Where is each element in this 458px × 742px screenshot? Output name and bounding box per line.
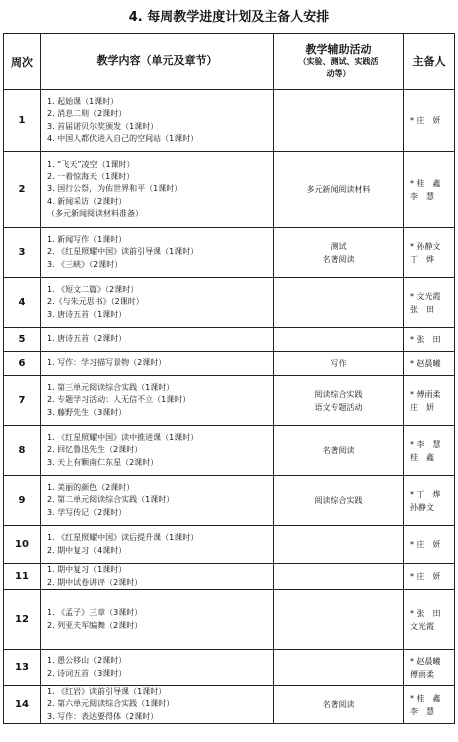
lead-teacher-line: * 张 田 bbox=[410, 335, 441, 344]
table-row bbox=[4, 89, 454, 151]
lead-teacher bbox=[404, 278, 454, 327]
lead-teacher bbox=[404, 228, 454, 277]
auxiliary-activity bbox=[274, 476, 404, 525]
table-row bbox=[4, 277, 454, 327]
table-row bbox=[4, 327, 454, 351]
teaching-content bbox=[41, 686, 274, 723]
teaching-content-line: 1. 美丽的颜色（2课时） bbox=[47, 483, 135, 493]
schedule-table bbox=[3, 33, 455, 724]
auxiliary-activity bbox=[274, 564, 404, 589]
lead-teacher-line: * 李 慧 bbox=[410, 439, 441, 449]
teaching-content-line: 1. 《红岩》读前引导课（1课时） bbox=[47, 687, 167, 697]
teaching-content-line: （多元新闻阅读材料准备） bbox=[47, 208, 143, 218]
auxiliary-activity bbox=[274, 328, 404, 351]
week-number: 4 bbox=[4, 278, 41, 327]
lead-teacher-line: * 傅雨柔 bbox=[410, 389, 441, 399]
auxiliary-activity-line: 名著阅读 bbox=[322, 700, 355, 709]
header-activity-sub2: 动等） bbox=[326, 69, 351, 78]
week-number: 8 bbox=[4, 426, 41, 475]
auxiliary-activity-line: 阅读综合实践 bbox=[314, 389, 363, 399]
table-row bbox=[4, 685, 454, 723]
week-number: 12 bbox=[4, 590, 41, 649]
lead-teacher-line: 桂 鑫 bbox=[410, 452, 434, 462]
auxiliary-activity bbox=[274, 152, 404, 227]
teaching-content-line: 4. 中国人都伏进入自己的空间站（1课时） bbox=[47, 133, 199, 143]
lead-teacher bbox=[404, 90, 454, 151]
teaching-content-line: 2. 第六单元阅读综合实践（1课时） bbox=[47, 699, 175, 709]
table-row bbox=[4, 351, 454, 375]
header-lead: 主备人 bbox=[412, 55, 446, 68]
lead-teacher-line: * 张 田 bbox=[410, 608, 441, 618]
lead-teacher bbox=[404, 686, 454, 723]
teaching-content-line: 3. 国行公祭，为佑世界和平（1课时） bbox=[47, 184, 183, 194]
teaching-content bbox=[41, 328, 274, 351]
table-row bbox=[4, 425, 454, 475]
week-number: 10 bbox=[4, 526, 41, 563]
lead-teacher bbox=[404, 526, 454, 563]
teaching-content-line: 3. 《三峡》（2课时） bbox=[47, 259, 123, 269]
teaching-content-line: 1. 《孟子》三章（3课时） bbox=[47, 608, 143, 618]
lead-teacher-line: * 庄 妍 bbox=[410, 116, 441, 125]
teaching-content-line: 2. 期中复习（4课时） bbox=[47, 545, 127, 555]
auxiliary-activity-line: 阅读综合实践 bbox=[314, 496, 363, 505]
teaching-content-line: 1. 期中复习（1课时） bbox=[47, 565, 127, 575]
lead-teacher bbox=[404, 328, 454, 351]
table-row bbox=[4, 375, 454, 425]
auxiliary-activity-line: 多元新闻阅读材料 bbox=[306, 185, 371, 194]
lead-teacher-line: * 赵晨曦 bbox=[410, 656, 441, 666]
teaching-content-line: 1. 《红星照耀中国》读中推进课（1课时） bbox=[47, 433, 199, 443]
teaching-content-line: 2. 列亚夫军编舞（2课时） bbox=[47, 620, 143, 630]
lead-teacher-line: * 丁 烨 bbox=[410, 489, 441, 499]
week-number: 1 bbox=[4, 90, 41, 151]
teaching-content bbox=[41, 278, 274, 327]
teaching-content-line: 2. 第二单元阅读综合实践（1课时） bbox=[47, 495, 175, 505]
auxiliary-activity-line: 语文专题活动 bbox=[314, 402, 363, 412]
teaching-content bbox=[41, 426, 274, 475]
teaching-content-line: 2. 回忆鲁迅先生（2课时） bbox=[47, 445, 143, 455]
teaching-content-line: 2. 诗词五首（3课时） bbox=[47, 668, 127, 678]
teaching-content-line: 1. “飞天”凌空（1课时） bbox=[47, 159, 135, 169]
table-row bbox=[4, 227, 454, 277]
table-row bbox=[4, 151, 454, 227]
teaching-content-line: 3. 写作：表达要得体（2课时） bbox=[47, 711, 159, 721]
teaching-content-line: 1. 唐诗五首（2课时） bbox=[47, 334, 127, 344]
lead-teacher-line: * 文光霞 bbox=[410, 291, 441, 301]
auxiliary-activity-line: 名著阅读 bbox=[322, 254, 355, 264]
teaching-content-line: 2. 期中试卷讲评（2课时） bbox=[47, 577, 143, 587]
teaching-content bbox=[41, 376, 274, 425]
teaching-content-line: 1. 《短文二篇》（2课时） bbox=[47, 285, 139, 295]
auxiliary-activity-line: 测试 bbox=[330, 241, 347, 251]
week-number: 9 bbox=[4, 476, 41, 525]
teaching-content-line: 3. 学写传记（2课时） bbox=[47, 507, 127, 517]
auxiliary-activity-line: 写作 bbox=[330, 359, 347, 368]
teaching-content bbox=[41, 526, 274, 563]
teaching-content-line: 3. 藤野先生（3课时） bbox=[47, 407, 127, 417]
lead-teacher-line: 李 慧 bbox=[410, 191, 434, 201]
teaching-content-line: 2.《与朱元思书》（2课时） bbox=[47, 297, 144, 307]
teaching-content-line: 1. 写作：学习描写景物（2课时） bbox=[47, 358, 167, 368]
week-number: 2 bbox=[4, 152, 41, 227]
teaching-content bbox=[41, 650, 274, 685]
teaching-content-line: 3. 天上有颗南仁东星（2课时） bbox=[47, 457, 159, 467]
week-number: 6 bbox=[4, 352, 41, 375]
table-row bbox=[4, 589, 454, 649]
teaching-content bbox=[41, 228, 274, 277]
week-number: 13 bbox=[4, 650, 41, 685]
lead-teacher bbox=[404, 650, 454, 685]
table-row bbox=[4, 649, 454, 685]
lead-teacher bbox=[404, 564, 454, 589]
table-row bbox=[4, 525, 454, 563]
week-number: 5 bbox=[4, 328, 41, 351]
auxiliary-activity bbox=[274, 228, 404, 277]
auxiliary-activity bbox=[274, 90, 404, 151]
lead-teacher-line: 丁 烨 bbox=[410, 254, 434, 264]
teaching-content bbox=[41, 590, 274, 649]
lead-teacher-line: * 孙静文 bbox=[410, 241, 441, 251]
header-activity-sub1: （实验、测试、实践活 bbox=[298, 57, 379, 66]
table-row bbox=[4, 475, 454, 525]
teaching-content-line: 1. 起始课（1课时） bbox=[47, 96, 119, 106]
teaching-content-line: 1. 第三单元阅读综合实践（1课时） bbox=[47, 383, 175, 393]
lead-teacher-line: 李 慧 bbox=[410, 706, 434, 716]
lead-teacher bbox=[404, 376, 454, 425]
week-number: 11 bbox=[4, 564, 41, 589]
header-week: 周次 bbox=[4, 34, 41, 89]
lead-teacher-line: 张 田 bbox=[410, 304, 434, 314]
header-activity bbox=[274, 34, 404, 89]
teaching-content-line: 4. 新闻采访（2课时） bbox=[47, 196, 127, 206]
lead-teacher bbox=[404, 476, 454, 525]
teaching-content-line: 2. 消息二则（2课时） bbox=[47, 109, 127, 119]
lead-teacher-line: 庄 妍 bbox=[410, 402, 434, 412]
teaching-content bbox=[41, 352, 274, 375]
teaching-content bbox=[41, 152, 274, 227]
header-content: 教学内容（单元及章节） bbox=[41, 34, 274, 89]
teaching-content-line: 2. 专题学习活动：人无信不立（1课时） bbox=[47, 395, 191, 405]
auxiliary-activity bbox=[274, 686, 404, 723]
table-row bbox=[4, 563, 454, 589]
auxiliary-activity bbox=[274, 526, 404, 563]
teaching-content-line: 3. 首届诺贝尔奖颁发（1课时） bbox=[47, 121, 159, 131]
auxiliary-activity bbox=[274, 352, 404, 375]
header-activity-title: 教学辅助活动 bbox=[305, 43, 372, 56]
lead-teacher bbox=[404, 352, 454, 375]
teaching-content-line: 3. 唐诗五首（1课时） bbox=[47, 309, 127, 319]
lead-teacher-line: * 庄 妍 bbox=[410, 540, 441, 549]
lead-teacher bbox=[404, 590, 454, 649]
teaching-content bbox=[41, 564, 274, 589]
lead-teacher-line: 傅雨柔 bbox=[410, 669, 434, 679]
teaching-content-line: 2. 一着惊海天（1课时） bbox=[47, 172, 135, 182]
page-title: 4. 每周教学进度计划及主备人安排 bbox=[128, 10, 330, 25]
teaching-content-line: 1. 愚公移山（2课时） bbox=[47, 656, 127, 666]
lead-teacher-line: * 赵晨曦 bbox=[410, 359, 441, 368]
teaching-content-line: 1. 《红星照耀中国》读后提升课（1课时） bbox=[47, 533, 199, 543]
table-header bbox=[4, 34, 454, 89]
lead-teacher-line: * 桂 鑫 bbox=[410, 693, 441, 703]
teaching-content bbox=[41, 476, 274, 525]
auxiliary-activity bbox=[274, 426, 404, 475]
auxiliary-activity bbox=[274, 376, 404, 425]
lead-teacher bbox=[404, 152, 454, 227]
lead-teacher-line: 文光霞 bbox=[410, 621, 434, 631]
lead-teacher-line: * 庄 妍 bbox=[410, 572, 441, 581]
lead-teacher bbox=[404, 426, 454, 475]
week-number: 3 bbox=[4, 228, 41, 277]
auxiliary-activity bbox=[274, 278, 404, 327]
teaching-content-line: 2. 《红星照耀中国》读前引导课（1课时） bbox=[47, 247, 199, 257]
week-number: 14 bbox=[4, 686, 41, 723]
auxiliary-activity bbox=[274, 650, 404, 685]
lead-teacher-line: * 桂 鑫 bbox=[410, 178, 441, 188]
week-number: 7 bbox=[4, 376, 41, 425]
auxiliary-activity-line: 名著阅读 bbox=[322, 446, 355, 455]
lead-teacher-line: 孙静文 bbox=[410, 502, 434, 512]
teaching-content bbox=[41, 90, 274, 151]
auxiliary-activity bbox=[274, 590, 404, 649]
teaching-content-line: 1. 新闻写作（1课时） bbox=[47, 235, 127, 245]
